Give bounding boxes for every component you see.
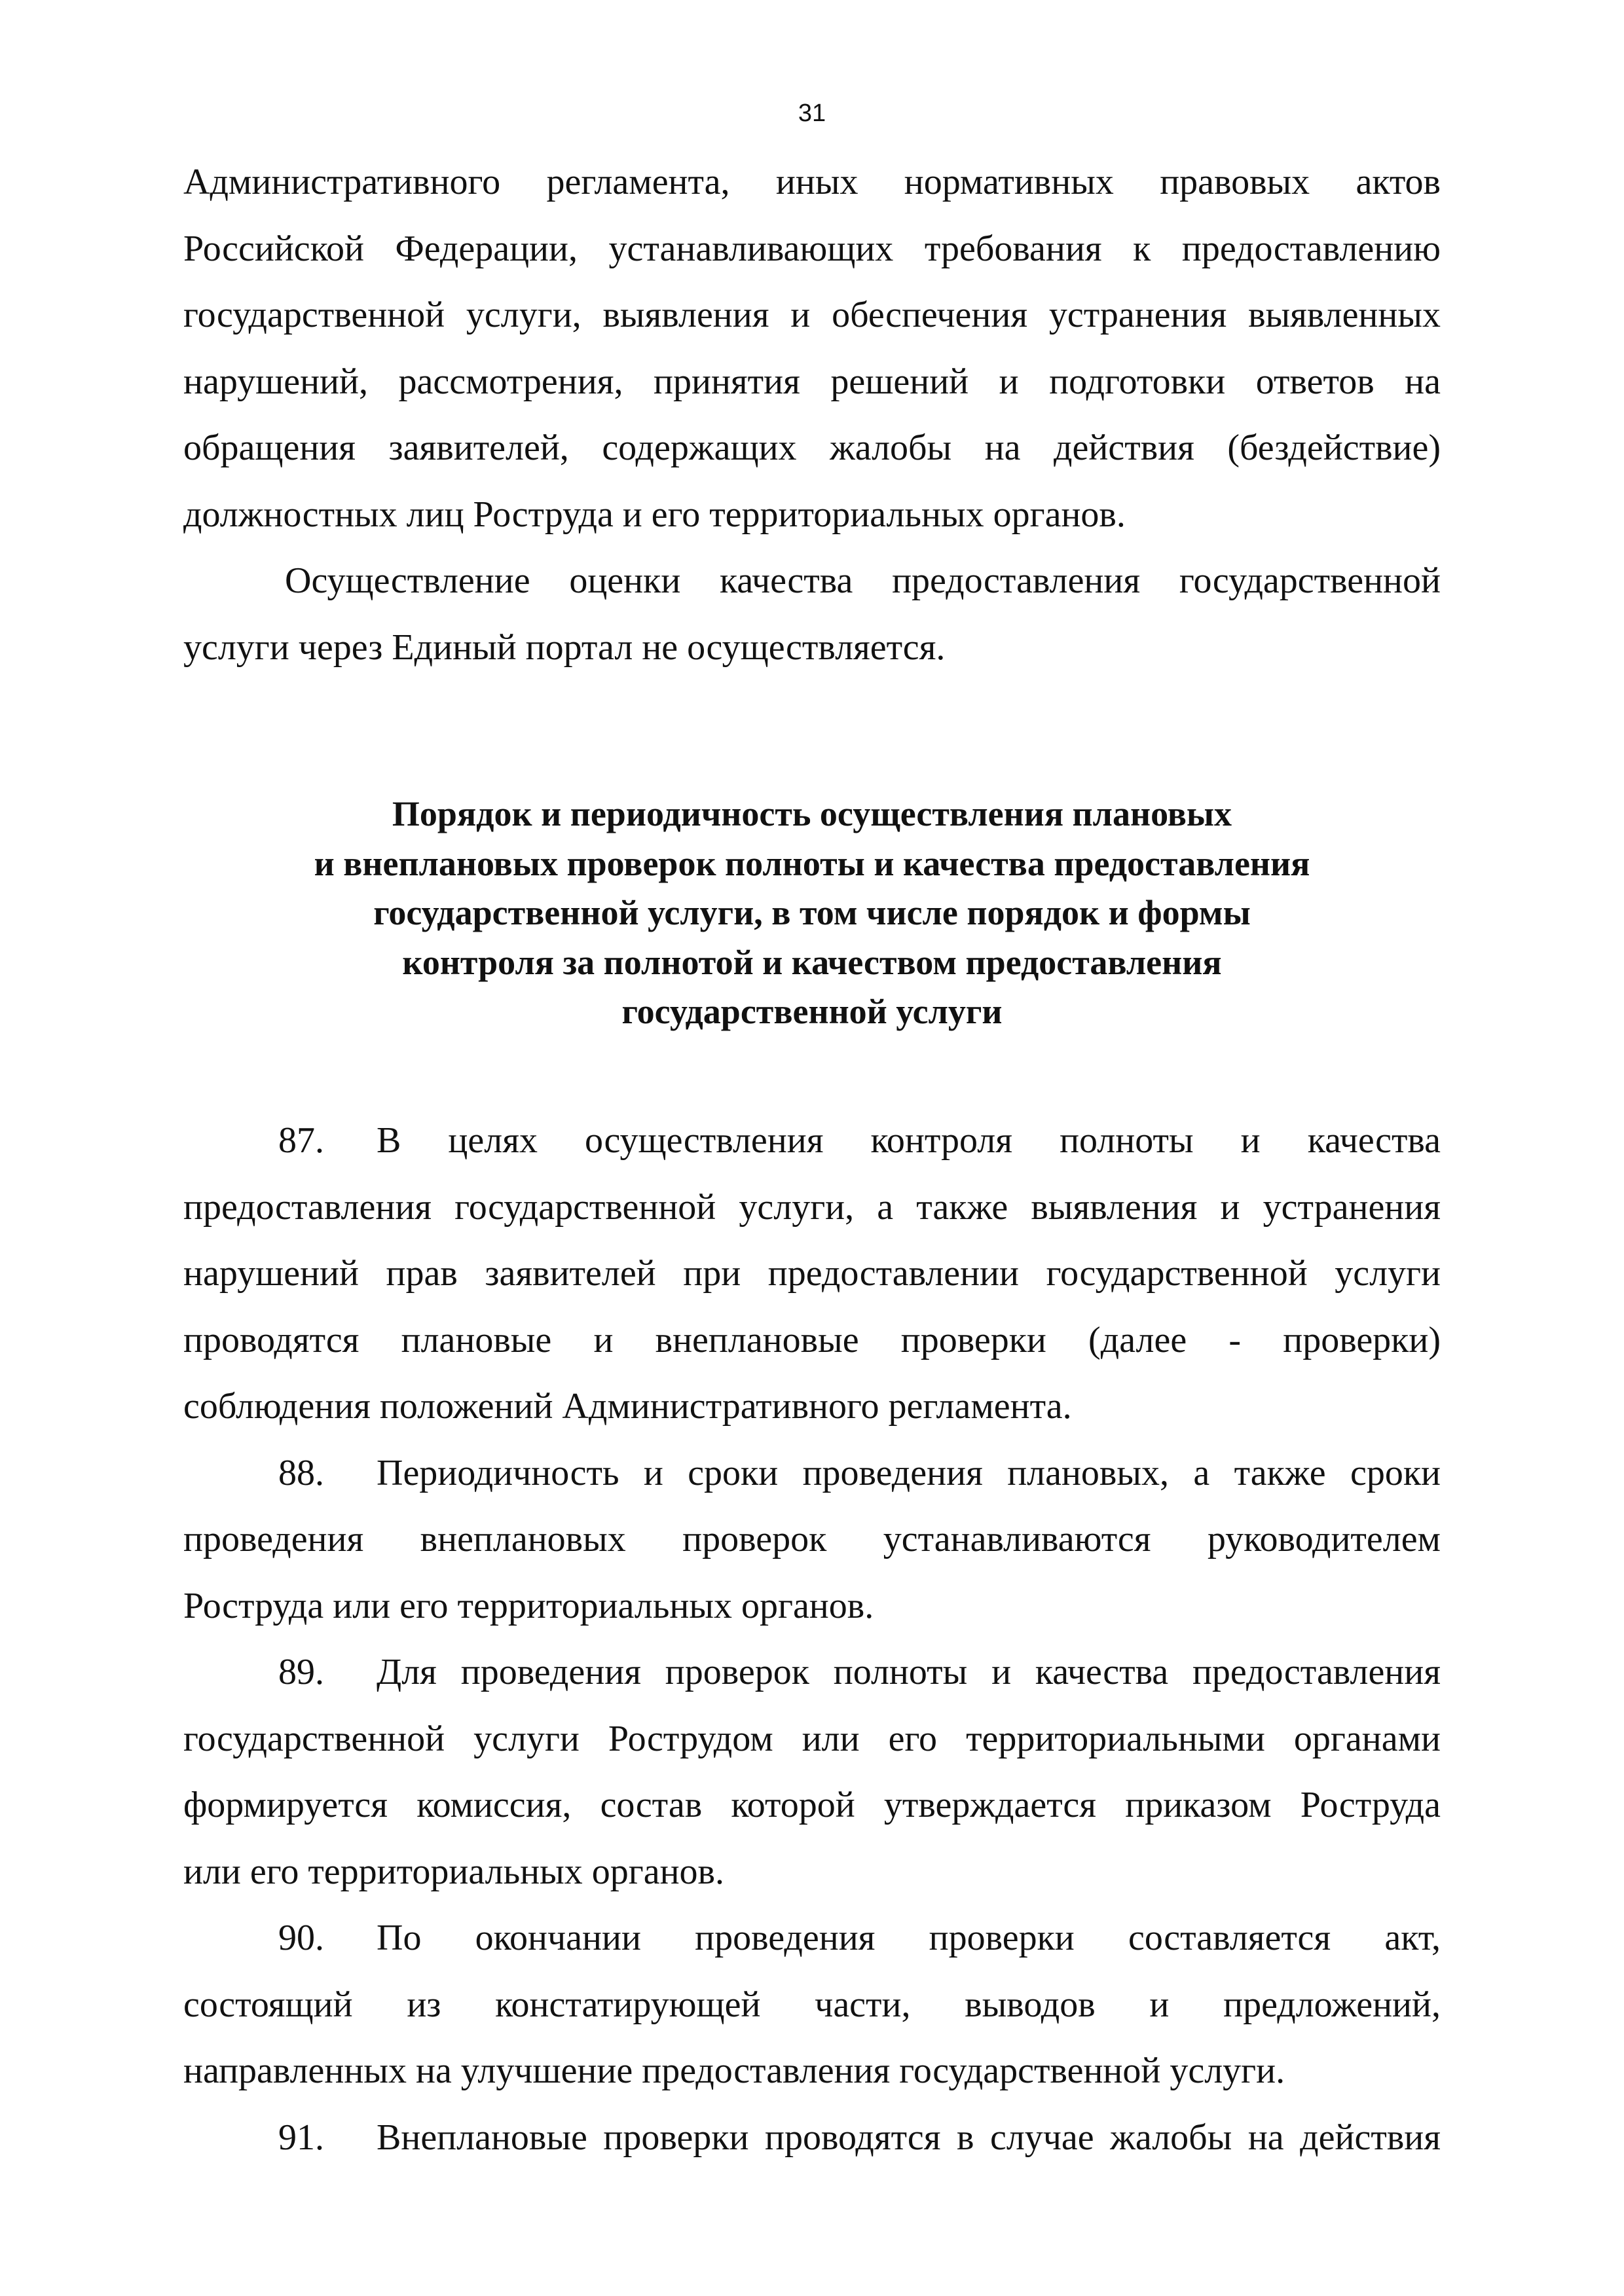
item-number: 89. [278,1652,324,1692]
heading-line: и внеплановых проверок полноты и качества предоставления [314,843,1310,883]
item-number: 91. [278,2117,324,2158]
intro-paragraph-2-end [183,615,1441,682]
intro-paragraph-2 [183,548,1441,615]
text-line: Осуществление оценки качества предоставления государственной [285,560,1441,601]
item-88-body [183,1506,1441,1573]
text-line: Административного регламента, иных нормативных правовых актов [183,162,1441,202]
text-line: предоставления государственной услуги, а также выявления и устранения [183,1186,1441,1228]
item-number: 88. [278,1452,324,1493]
text-line: нарушений прав заявителей при предоставлении государственной услуги [183,1253,1441,1294]
text-line: соблюдения положений Административного регламента. [183,1386,1072,1427]
item-87-end [183,1374,1441,1440]
numbered-items [183,1108,1441,2171]
heading-line: государственной услуги, в том числе порядок и формы [373,893,1251,932]
text-line: Периодичность и сроки проведения плановых, а также сроки [377,1452,1441,1493]
item-91-first-line [183,2105,1441,2172]
text-line: В целях осуществления контроля полноты и качества [377,1120,1441,1161]
item-number: 90. [278,1918,324,1958]
heading-line: контроля за полнотой и качеством предоставления [402,942,1222,982]
item-89-first-line [183,1639,1441,1706]
text-line: нарушений, рассмотрения, принятия решений и подготовки ответов на [183,361,1441,402]
text-line: направленных на улучшение предоставления государственной услуги. [183,2050,1285,2091]
text-line: государственной услуги Рострудом или его территориальными органами [183,1718,1441,1759]
item-90-first-line [183,1905,1441,1972]
heading-line: государственной услуги [621,992,1003,1031]
item-87-body [183,1175,1441,1374]
text-line: обращения заявителей, содержащих жалобы на действия (бездействие) [183,428,1441,468]
section-heading [183,790,1441,1037]
text-line: должностных лиц Роструда и его территориальных органов. [183,494,1126,535]
text-line: Российской Федерации, устанавливающих требования к предоставлению [183,228,1441,269]
item-89-end [183,1839,1441,1906]
item-89-body [183,1706,1441,1839]
text-line: услуги через Единый портал не осуществляется. [183,627,946,668]
text-line: или его территориальных органов. [183,1851,724,1892]
item-88-end [183,1573,1441,1640]
item-88-first-line [183,1440,1441,1507]
item-90-body [183,1972,1441,2039]
text-line: Внеплановые проверки проводятся в случае жалобы на действия [377,2117,1441,2158]
intro-section [183,149,1441,681]
text-line: государственной услуги, выявления и обеспечения устранения выявленных [183,295,1441,335]
intro-paragraph-1-end [183,482,1441,549]
text-line: Роструда или его территориальных органов. [183,1585,874,1626]
text-line: состоящий из констатирующей части, выводов и предложений, [183,1984,1441,2025]
intro-paragraph-1 [183,149,1441,482]
text-line: формируется комиссия, состав которой утверждается приказом Роструда [183,1785,1441,1825]
text-line: проведения внеплановых проверок устанавливаются руководителем [183,1519,1441,1559]
text-line: Для проведения проверок полноты и качества предоставления [377,1652,1441,1692]
text-line: По окончании проведения проверки составляется акт, [377,1918,1441,1958]
heading-line: Порядок и периодичность осуществления плановых [392,794,1232,833]
text-line: проводятся плановые и внеплановые проверки (далее - проверки) [183,1319,1441,1360]
page-number: 31 [798,100,826,127]
item-number: 87. [278,1120,324,1161]
item-90-end [183,2038,1441,2105]
item-87-first-line [183,1108,1441,1175]
